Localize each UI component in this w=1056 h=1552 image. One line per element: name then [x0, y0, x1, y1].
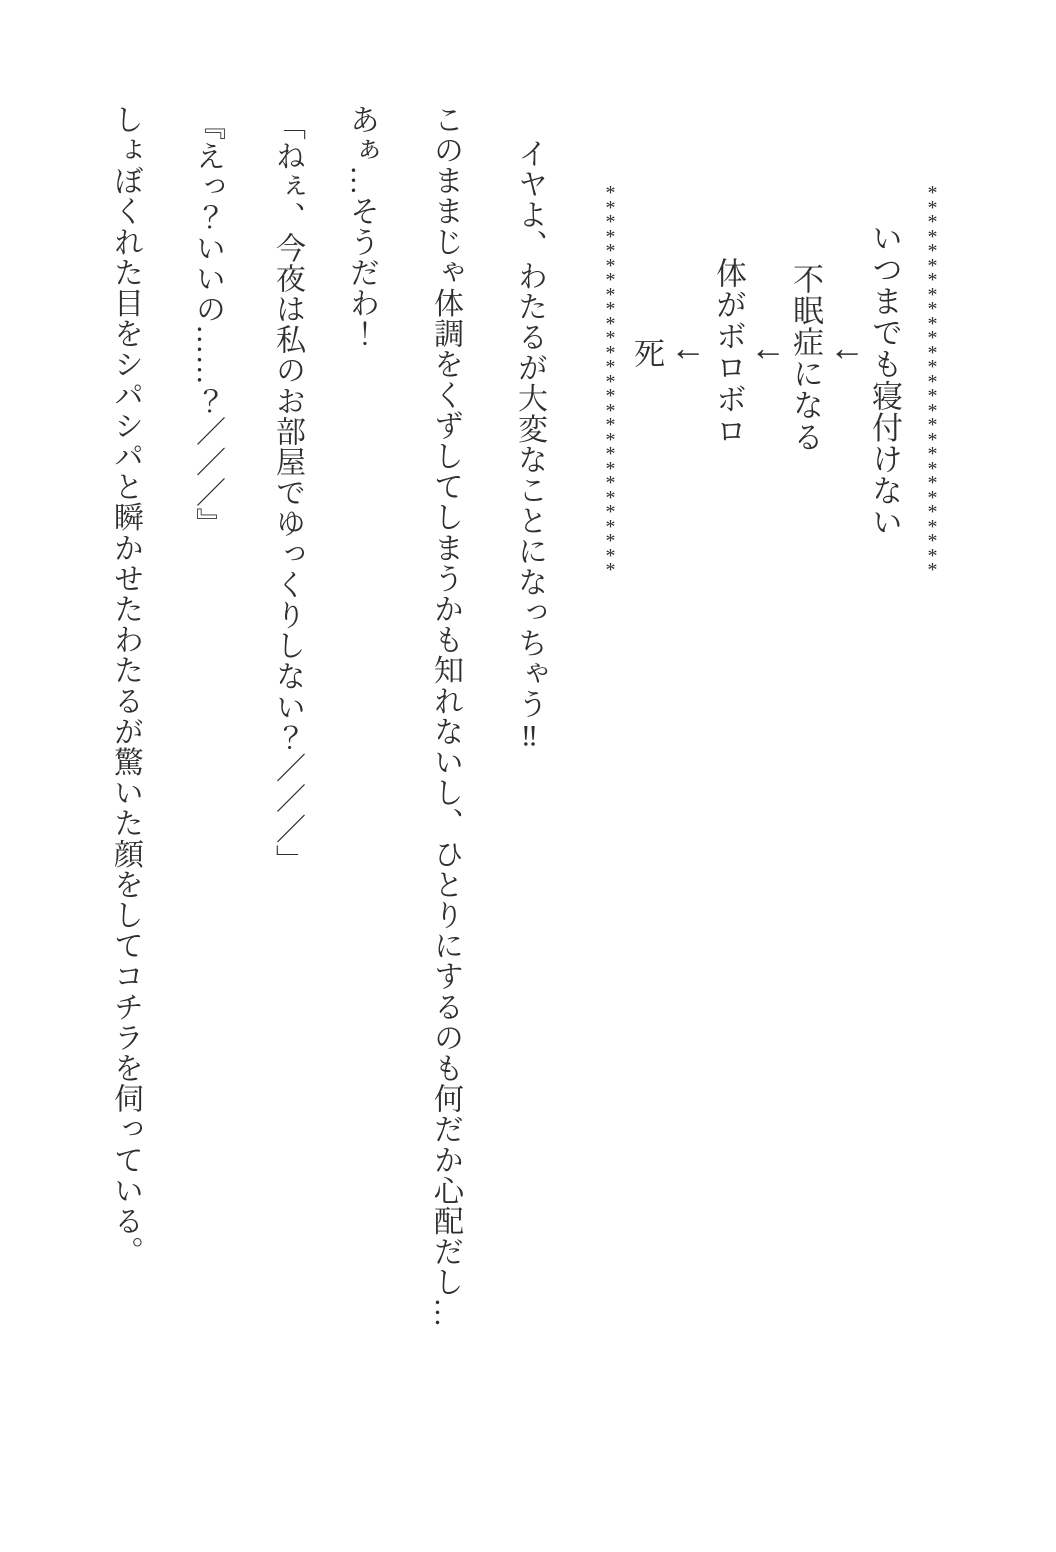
flow-step-cant-sleep: いつまでも寝付けない	[867, 222, 902, 538]
asterisk-divider-left: ***************************	[605, 182, 616, 581]
monologue-line-worried: このままじゃ体調をくずしてしまうかも知れないし、ひとりにするのも何だか心配だし…	[429, 104, 462, 1328]
monologue-line-idea: あぁ…そうだわ！	[345, 104, 378, 349]
asterisk-divider-right: ***************************	[927, 182, 938, 581]
flow-step-body-wrecked: 体がボロボロ	[711, 257, 746, 447]
left-arrow-3: ←	[670, 328, 706, 368]
dialogue-her-invitation: 「ねぇ、今夜は私のお部屋でゆっくりしない？／／／」	[271, 110, 304, 875]
dialogue-wataru-reply: 『えっ？いいの……？／／／』	[191, 110, 224, 539]
flow-step-death: 死	[629, 337, 664, 369]
left-arrow-1: ←	[829, 328, 865, 368]
left-arrow-2: ←	[750, 328, 786, 368]
monologue-line-no-way: イヤよ、わたるが大変なことになっちゃう‼	[513, 138, 546, 753]
narration-wataru-blinking: しょぼくれた目をシパシパと瞬かせたわたるが驚いた顔をしてコチラを伺っている。	[109, 104, 142, 1267]
flow-step-insomnia: 不眠症になる	[788, 263, 823, 453]
